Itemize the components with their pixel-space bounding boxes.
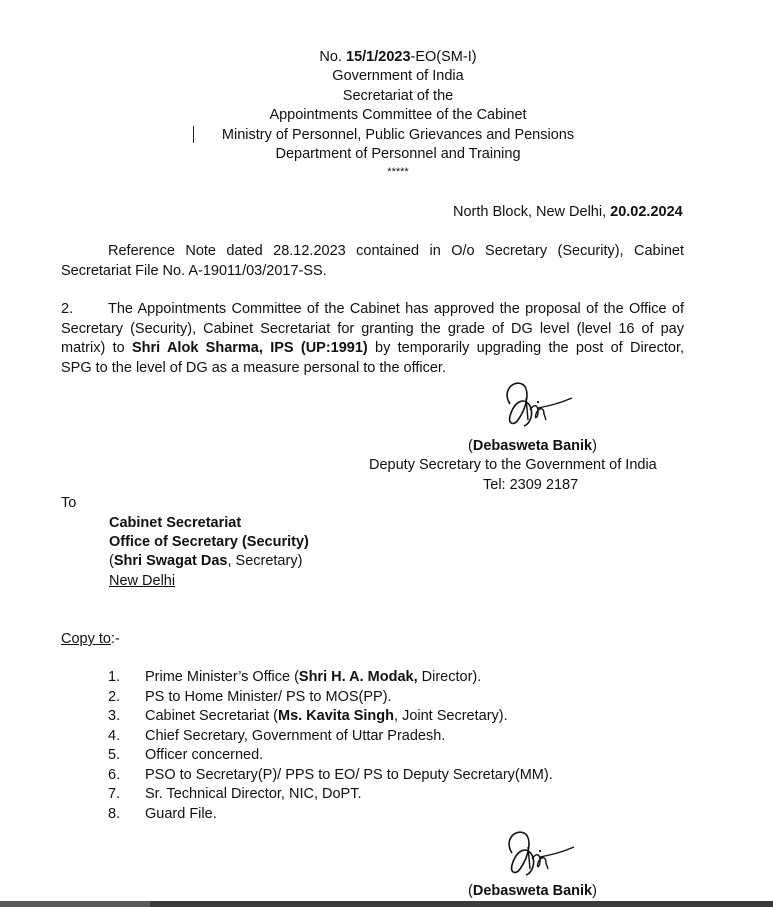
to-line-3: (Shri Swagat Das, Secretary) [109, 553, 303, 569]
signature-image [496, 376, 576, 436]
file-number: No. 15/1/2023-EO(SM-I) [319, 49, 477, 65]
scrollbar-track[interactable] [150, 901, 773, 907]
bottom-signatory-name: (Debasweta Banik) [468, 883, 597, 899]
to-label: To [61, 495, 77, 511]
para2-line-4: SPG to the level of DG as a measure personal to the officer. [61, 360, 446, 376]
header-line-secretariat: Secretariat of the [342, 88, 454, 104]
header-line-department: Department of Personnel and Training [275, 146, 521, 162]
place-date: North Block, New Delhi, 20.02.2024 [453, 204, 683, 220]
signatory-name: (Debasweta Banik) [468, 438, 597, 454]
header-line-ministry: Ministry of Personnel, Public Grievances and Pensions [221, 127, 575, 143]
to-line-2: Office of Secretary (Security) [109, 534, 309, 550]
para2-line-2: Secretary (Security), Cabinet Secretariat for granting the grade of DG level (level 16 of pay [61, 321, 684, 337]
copy-to-label: Copy to:- [61, 631, 120, 647]
signatory-tel: Tel: 2309 2187 [483, 477, 579, 493]
signature-image-bottom [498, 825, 578, 885]
document-page: No. 15/1/2023-EO(SM-I) Government of India Secretariat of the Appointments Committee of the Cabinet Ministry of Personnel, Public Grievances and Pensions Department of Personnel and Training ***** North Block, New Delhi, 20.02.2024 Reference Note dated 28.12.2023 contained in O/o Secretary (Security), Cabinet Secretariat File No. A-19011/03/2017-SS. 2. The Appointments Committee of the Cabinet has approved the proposal of the Office of Secretary (Security), Cabinet Secretariat for granting the grade of DG level (level 16 of pay matrix) to Shri Alok Sharma, IPS (UP:1991) by temporarily upgrading the post of Director, SPG to the level of DG as a measure personal to the officer. (Debasweta Banik) Deputy Secretary to the Government of India Tel: 2309 2187 To Cabinet Secretariat Office of Secretary (Security) (Shri Swagat Das, Secretary) New Delhi Copy to:- 1. Prime Minister’s Office (Shri H. A. Modak, Director). 2. PS to Home Minister/ PS to MOS(PP). 3. Cabinet Secretariat (Ms. Kavita Singh, Joint Secretary). 4. Chief Secretary, Government of Uttar Pradesh. 5. Officer concerned. 6. PSO to Secretary(P)/ PPS to EO/ PS to Deputy Secretary(MM). 7. Sr. Technical Director, NIC, DoPT. 8. Guard File. (Debasweta Banik) [0, 0, 773, 907]
to-line-4: New Delhi [109, 573, 176, 589]
header-stars: ***** [387, 166, 409, 178]
para2-line-3: matrix) to Shri Alok Sharma, IPS (UP:1991) by temporarily upgrading the post of Director, [61, 340, 684, 356]
to-line-1: Cabinet Secretariat [109, 515, 242, 531]
reference-line-1: Reference Note dated 28.12.2023 contained in O/o Secretary (Security), Cabinet [108, 243, 684, 259]
para2-number: 2. [61, 301, 74, 317]
reference-line-2: Secretariat File No. A-19011/03/2017-SS. [61, 263, 327, 279]
para2-line-1: The Appointments Committee of the Cabinet has approved the proposal of the Office of [108, 301, 684, 317]
signatory-designation: Deputy Secretary to the Government of India [369, 457, 657, 473]
header-line-government: Government of India [332, 68, 464, 84]
header-line-acc: Appointments Committee of the Cabinet [269, 107, 527, 123]
horizontal-scrollbar[interactable] [0, 901, 773, 907]
